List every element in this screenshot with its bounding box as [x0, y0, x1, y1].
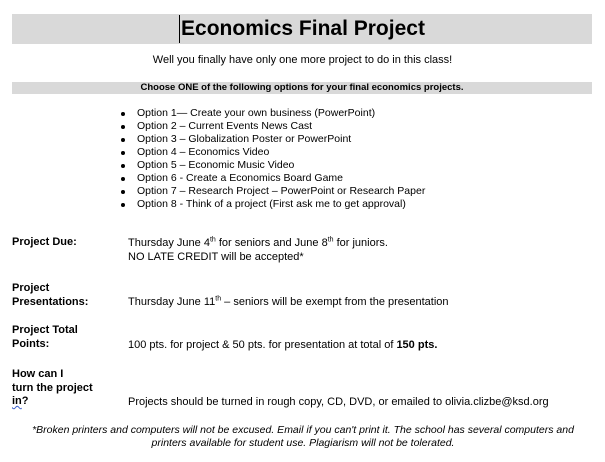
ordinal-suffix: th	[215, 295, 222, 303]
presentation-note: – seniors will be exempt from the presentation	[221, 296, 449, 308]
intro-text: Well you finally have only one more project to do in this class!	[152, 54, 453, 66]
spellcheck-word: in	[12, 395, 22, 407]
turn-in-label-line: turn the project	[12, 381, 93, 394]
options-heading: Choose ONE of the following options for your final economics projects.	[12, 82, 592, 94]
due-seniors-date: Thursday June 4	[128, 237, 210, 249]
presentation-date: Thursday June 11	[128, 296, 216, 308]
points-breakdown: 100 pts. for project & 50 pts. for presentation at total of	[128, 339, 397, 351]
turn-in-label-line	[12, 395, 93, 409]
option-item: Option 7 – Research Project – PowerPoint or Research Paper	[118, 185, 425, 198]
presentations-label-line: Presentations:	[12, 295, 89, 308]
title-banner	[12, 14, 592, 44]
points-total: 150 pts.	[396, 339, 438, 351]
points-value	[128, 338, 437, 352]
ordinal-suffix: th	[209, 236, 216, 244]
presentations-value	[128, 295, 449, 309]
option-item: Option 4 – Economics Video	[118, 146, 425, 159]
points-label-line: Project Total	[12, 324, 78, 336]
option-item: Option 8 - Think of a project (First ask me to get approval)	[118, 198, 425, 211]
presentations-label-line: Project	[12, 282, 50, 294]
option-item: Option 5 – Economic Music Video	[118, 159, 425, 172]
document-title: Economics Final Project	[179, 15, 425, 43]
turn-in-label	[12, 368, 93, 409]
option-item: Option 1— Create your own business (PowerPoint)	[118, 107, 425, 120]
turn-in-value: Projects should be turned in rough copy, CD, DVD, or emailed to olivia.clizbe@ksd.org	[128, 396, 549, 408]
question-mark: ?	[21, 395, 29, 407]
project-due-dates	[128, 236, 388, 250]
turn-in-label-line: How can I	[12, 368, 64, 380]
points-label	[12, 324, 78, 351]
options-list	[118, 107, 425, 211]
ordinal-suffix: th	[327, 236, 334, 244]
project-due-label: Project Due:	[12, 236, 77, 248]
footer-note: *Broken printers and computers will not be excused. Email if you can't print it. The school has several computers and printers available for student use. Plagiarism will not be tolerated.	[32, 424, 574, 449]
points-label-line: Points:	[12, 337, 50, 350]
due-juniors-text: for juniors.	[333, 237, 388, 249]
project-due-value	[128, 236, 388, 264]
option-item: Option 6 - Create a Economics Board Game	[118, 172, 425, 185]
option-item: Option 2 – Current Events News Cast	[118, 120, 425, 133]
option-item: Option 3 – Globalization Poster or PowerPoint	[118, 133, 425, 146]
late-credit-note: NO LATE CREDIT will be accepted*	[128, 251, 304, 263]
due-juniors-date: for seniors and June 8	[215, 237, 328, 249]
presentations-label	[12, 282, 88, 309]
